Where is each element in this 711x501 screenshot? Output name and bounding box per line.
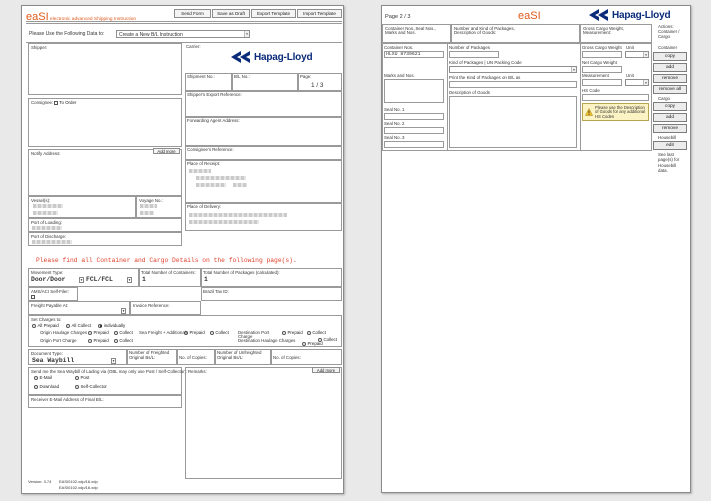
origin-haulage-collect-radio[interactable]: Collect [114,330,133,335]
post-radio[interactable]: Post [75,375,89,380]
warning-icon [585,108,593,116]
use-data-label: Please Use the Following Data to: [29,31,105,37]
seal3-label: Seal No. 3 [384,135,405,140]
housebill-note: See last page(s) for Housebill data. [658,152,680,173]
measurement-label: Measurement [582,73,609,78]
place-of-delivery-field[interactable]: Place of Delivery: [185,203,342,231]
seal1-input[interactable] [384,113,444,120]
freighted-originals-field[interactable]: Number of Freighted Original Bs/L: [127,349,177,365]
hs-code-label: HS Code [582,88,600,93]
add-more-notify-button[interactable]: Add more [153,148,180,154]
print-kind-input[interactable] [449,81,577,88]
page2-indicator: Page 2 / 3 [385,14,411,20]
container-nos-input[interactable]: HLXU 8739621 [384,51,444,58]
page-2 [381,5,691,493]
hs-code-input[interactable] [582,94,649,101]
col-packages-header: Number and Kind of Packages, Description of Goods: [451,24,580,43]
dest-port-label: Destination Port Charge [238,330,270,340]
gross-unit-select[interactable] [625,51,649,58]
add-more-remarks-button[interactable]: Add more [312,367,340,373]
place-of-receipt-field[interactable]: Place of Receipt: [185,160,342,203]
hapag-lloyd-arrow-icon [231,51,251,63]
import-template-button[interactable]: Import Template [297,9,342,18]
page-indicator: Page: 1 / 3 [298,73,342,91]
receiver-email-field[interactable]: Receiver E-Mail Address of Final B/L: [28,395,182,408]
total-packages-field: Total Number of Packages (calculated): 1 [201,268,342,287]
origin-port-collect-radio[interactable]: Collect [114,338,133,343]
print-kind-label: Print the Kind of Packages on B/L as [449,75,521,80]
all-collect-radio[interactable]: All Collect [66,323,91,328]
origin-port-prepaid-radio[interactable]: Prepaid [88,338,109,343]
cargo-remove-button[interactable]: remove [653,124,687,133]
charges-section: Set Charges to: [28,315,342,347]
seal3-input[interactable] [384,141,444,148]
brand-subtitle: electronic advanced Shipping Instruction [49,17,137,22]
consignee-ref-field[interactable]: Consignee's Reference: [185,146,342,160]
container-actions-label: Container [658,45,678,50]
notify-address-field[interactable]: Notify Address: [28,149,182,196]
container-remove-button[interactable]: remove [653,74,687,83]
marks-input[interactable] [384,79,444,103]
measurement-unit-label: Unit [626,73,634,78]
hs-code-warning: Please use the Description of Goods for any additional HS Codes [582,103,649,121]
dest-port-prepaid-radio[interactable]: Prepaid [282,330,303,335]
cargo-actions-label: Cargo [658,96,670,101]
chevron-down-icon: ▾ [244,31,249,37]
dest-port-collect-radio[interactable]: Collect [307,330,326,335]
dest-haulage-prepaid-radio[interactable]: Prepaid [302,341,323,346]
unfreighted-originals-field[interactable]: Number of Unfreighted Original Bs/L: [215,349,271,365]
dest-haulage-collect-radio[interactable]: Collect [318,337,337,342]
desc-goods-label: Description of Goods [449,90,490,95]
save-draft-button[interactable]: Save as Draft [212,9,250,18]
remarks-field[interactable]: Remarks: [185,367,342,479]
marks-label: Marks and Nos. [384,73,415,78]
download-radio[interactable]: Download [34,384,59,389]
col-container-header: Container Nos.,Seal Nos., Marks and Nos. [382,24,451,43]
freight-dropdown-icon[interactable]: ▾ [122,309,125,313]
ams-self-filer-field: AMS/ACI Self-Filer: [28,287,78,301]
sea-freight-collect-radio[interactable]: Collect [210,330,229,335]
sea-freight-label: Sea Freight + Additionals [139,330,188,335]
fcl-dropdown-icon[interactable]: ▾ [128,278,131,282]
movement-type-field[interactable]: Movement Type: Door/Door ▾ FCL/FCL ▾ [28,268,139,287]
actions-header: Actions: Container / Cargo [658,24,680,40]
port-of-loading-field[interactable]: Port of Loading: [28,218,182,232]
chevron-down-icon: ▾ [643,52,648,57]
measurement-input[interactable] [582,79,622,86]
hapag-lloyd-arrow-icon [589,9,609,21]
footer-file-2: EASI0102.xdp/16.xdp [59,485,98,490]
vessel-field[interactable]: Vessel(s): [28,196,136,218]
brand-logo: eaSI [26,11,49,23]
export-template-button[interactable]: Export Template [251,9,296,18]
email-radio[interactable]: E-Mail [34,375,52,380]
number-packages-label: Number of Packages [449,45,490,50]
brazil-tax-id-field[interactable]: Brazil Tax ID: [201,287,342,301]
gross-unit-label: Unit [626,45,634,50]
page2-hapag-lloyd-logo: Hapag-Lloyd [589,9,670,21]
port-of-discharge-field[interactable]: Port of Discharge: [28,232,182,246]
bl-no-field[interactable]: B/L No.: [232,73,298,91]
document-type-dropdown-icon[interactable]: ▾ [112,359,115,363]
version-label: Version: 3.74 [28,479,52,484]
container-notice: Please find all Container and Cargo Details on the following page(s). [36,257,297,264]
origin-port-label: Origin Port Charge [40,338,77,343]
send-via-section: Send me the Sea Waybill of Lading via (OBL may only use Post / Self-Collector): [28,367,182,395]
page2-brand-logo: eaSI [518,10,541,22]
ams-self-filer-checkbox[interactable] [31,295,35,299]
all-prepaid-radio[interactable]: All Prepaid [32,323,59,328]
unfreighted-copies-field[interactable]: No. of Copies: [271,349,342,365]
total-containers-field: Total Number of Containers: 1 [139,268,201,287]
hapag-lloyd-logo: Hapag-Lloyd [231,51,312,63]
self-collector-radio[interactable]: Self-Collector [75,384,107,389]
shipper-field[interactable]: Shipper: [28,43,182,95]
invoice-reference-field[interactable]: Invoice Reference: [130,301,201,315]
seal1-label: Seal No. 1 [384,107,405,112]
forwarding-agent-field[interactable]: Forwarding Agent Address: [185,117,342,146]
freighted-copies-field[interactable]: No. of Copies: [177,349,215,365]
seal2-label: Seal No. 2 [384,121,405,126]
chevron-down-icon: ▾ [643,80,648,85]
freight-payable-field[interactable]: Freight Payable At: ▾ [28,301,130,315]
document-type-field[interactable]: Document Type: Sea Waybill ▾ [28,349,127,365]
desc-goods-input[interactable] [449,96,577,148]
net-weight-label: Net Cargo Weight [582,60,617,65]
net-weight-input[interactable] [582,66,622,73]
carrier-label: Carrier: [186,44,201,49]
origin-haulage-label: Origin Haulage Charges [40,330,88,335]
housebill-edit-button[interactable]: edit [653,141,687,150]
cargo-copy-button[interactable]: copy [653,102,687,111]
kind-packages-select[interactable] [449,66,577,73]
origin-haulage-prepaid-radio[interactable]: Prepaid [88,330,109,335]
footer-file-1: EASI0102.xdp/16.xdp [59,479,98,484]
kind-packages-label: Kind of Packages | UN Packing Code [449,60,522,65]
use-data-select[interactable]: Create a New B/L Instruction ▾ [116,30,250,38]
send-form-button[interactable]: Send Form [174,9,211,18]
individually-radio[interactable]: individually [98,323,125,328]
gross-weight-input[interactable] [582,51,622,58]
seal2-input[interactable] [384,127,444,134]
container-copy-button[interactable]: copy [653,52,687,61]
cargo-add-button[interactable]: add [653,113,687,122]
page-1 [21,5,344,494]
container-nos-label: Container Nos. [384,45,414,50]
shipper-export-ref-field[interactable]: Shipper's Export Reference: [185,91,342,117]
number-packages-input[interactable] [449,51,499,58]
gross-weight-label: Gross Cargo Weight [582,45,622,50]
to-order-checkbox[interactable] [54,101,58,105]
housebill-label: Housebill [658,135,677,140]
movement-dropdown-icon[interactable]: ▾ [80,278,83,282]
col-weight-header: Gross Cargo Weight, Measurement: [580,24,652,43]
chevron-down-icon: ▾ [571,67,576,72]
voyage-no-field[interactable]: Voyage No.: [136,196,182,218]
shipment-no-field[interactable]: Shipment No.: [185,73,232,91]
sea-freight-prepaid-radio[interactable]: Prepaid [184,330,205,335]
container-add-button[interactable]: add [653,63,687,72]
dest-haulage-label: Destination Haulage Charges [238,338,296,343]
consignee-field[interactable]: Consignee: To Order [28,98,182,147]
measurement-unit-select[interactable] [625,79,649,86]
container-remove-all-button[interactable]: remove all [653,85,687,94]
